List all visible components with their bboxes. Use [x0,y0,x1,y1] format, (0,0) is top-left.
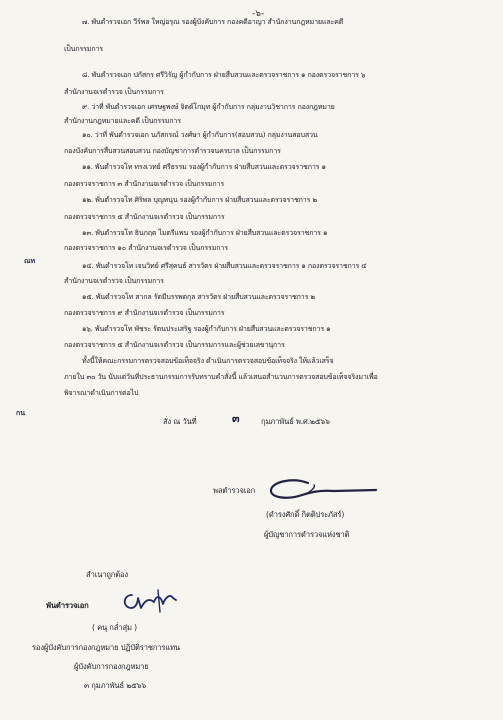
member-12-line-2: กองตรวจราชการ ๕ สำนักงานจเรตำรวจ เป็นกรรมการ [64,212,225,221]
member-11-line-1: ๑๑. พันตำรวจโท ทรงเวทย์ ศรีธรรม รองผู้กำกับการ ฝ่ายสืบสวนและตรวจราชการ ๑ [82,162,326,171]
certified-date: ๓ กุมภาพันธ์ ๒๕๖๖ [84,681,147,690]
member-10-line-1: ๑๐. ว่าที่ พันตำรวจเอก นภัสกรณ์ วงศ์ษา ผู้กำกับการ(สอบสวน) กลุ่มงานสอบสวน [82,130,318,139]
member-8-line-1: ๘. พันตำรวจเอก ปกัสกร ศรีวิรัญ ผู้กำกับการ ฝ่ายสืบสวนและตรวจราชการ ๑ กองตรวจราชการ ๖ [82,70,366,79]
member-11-line-2: กองตรวจราชการ ๓ สำนักงานจเรตำรวจ เป็นกรรมการ [64,179,225,188]
member-15-line-1: ๑๕. พันตำรวจโท สากล รัตมีบรรพตกุล สารวัตร ฝ่ายสืบสวนและตรวจราชการ ๒ [82,292,315,301]
member-9-line-1: ๙. ว่าที่ พันตำรวจเอก เศรษฐพงษ์ จิตต์โกมุท ผู้กำกับการ กลุ่มงานวิชาการ กองกฎหมาย [82,102,335,111]
signer-position: ผู้บัญชาการตำรวจแห่งชาติ [264,530,350,539]
member-12-line-1: ๑๒. พันตำรวจโท ศิริพล บุญหนุน รองผู้กำกับการ ฝ่ายสืบสวนและตรวจราชการ ๒ [82,195,317,204]
member-7-line-2: เป็นกรรมการ [64,44,103,53]
page-number: -๖- [252,9,265,19]
member-14-line-2: สำนักงานจเรตำรวจ เป็นกรรมการ [64,276,164,285]
member-16-line-2: กองตรวจราชการ ๕ สำนักงานจเรตำรวจ เป็นกรรมการและผู้ช่วยเลขานุการ [64,340,285,349]
member-13-line-1: ๑๓. พันตำรวจโท ธินกฤต ไมตรีแพน รองผู้กำกับการ ฝ่ายสืบสวนและตรวจราชการ ๑ [82,228,328,237]
certified-position-2: ผู้บังคับการกองกฎหมาย [74,662,149,671]
certified-title: สำเนาถูกต้อง [86,570,128,579]
certified-signature [118,586,184,616]
margin-mark-top: ณท [24,257,36,265]
instruction-line-1: ทั้งนี้ให้คณะกรรมการตรวจสอบข้อเท็จจริง ดำเนินการตรวจสอบข้อเท็จจริง ให้แล้วเสร็จ [82,356,334,365]
member-7-line-1: ๗. พันตำรวจเอก วีร์พล ใหญ่อรุณ รองผู้บังคับการ กองคดีอาญา สำนักงานกฎหมายและคดี [82,17,344,26]
member-13-line-2: กองตรวจราชการ ๑๐ สำนักงานจเรตำรวจ เป็นกรรมการ [64,243,228,252]
certified-position-1: รองผู้บังคับการกองกฎหมาย ปฏิบัติราชการแทน [32,643,180,652]
instruction-line-3: พิจารณาดำเนินการต่อไป [64,388,139,397]
instruction-line-2: ภายใน ๓๐ วัน นับแต่วันที่ประธานกรรมการรับทราบคำสั่งนี้ แล้วเสนอสำนวนการตรวจสอบข้อเท็จจริงมาเพื่อ [64,372,378,381]
order-date-rest: กุมภาพันธ์ พ.ศ.๒๕๖๖ [261,417,330,426]
certified-rank: พันตำรวจเอก [46,601,89,610]
main-signature [262,474,380,506]
certified-name: ( คนุ กล่ำสุ่ม ) [92,623,137,632]
member-8-line-2: สำนักงานจเรตำรวจ เป็นกรรมการ [64,87,164,96]
signer-name: (ดำรงศักดิ์ กิตติประภัสร์) [266,510,345,519]
member-10-line-2: กองบังคับการสืบสวนสอบสวน กองบัญชาการตำรวจนครบาล เป็นกรรมการ [64,146,281,155]
member-15-line-2: กองตรวจราชการ ๙ สำนักงานจเรตำรวจ เป็นกรรมการ [64,308,225,317]
margin-mark-bottom: กน [16,409,26,417]
order-date-prefix: สั่ง ณ วันที่ [163,417,197,426]
order-date-day: ๓ [232,412,240,425]
member-16-line-1: ๑๖. พันตำรวจโท พัชระ รัตนประเสริฐ รองผู้กำกับการ ฝ่ายสืบสวนและตรวจราชการ ๑ [82,324,331,333]
signer-rank: พลตำรวจเอก [213,486,256,495]
member-9-line-2: สำนักงานกฎหมายและคดี เป็นกรรมการ [64,116,181,125]
member-14-line-1: ๑๔. พันตำรวจโท เจนวิทย์ ศรีสุคนธ์ สารวัตร ฝ่ายสืบสวนและตรวจราชการ ๑ กองตรวจราชการ ๔ [82,261,367,270]
